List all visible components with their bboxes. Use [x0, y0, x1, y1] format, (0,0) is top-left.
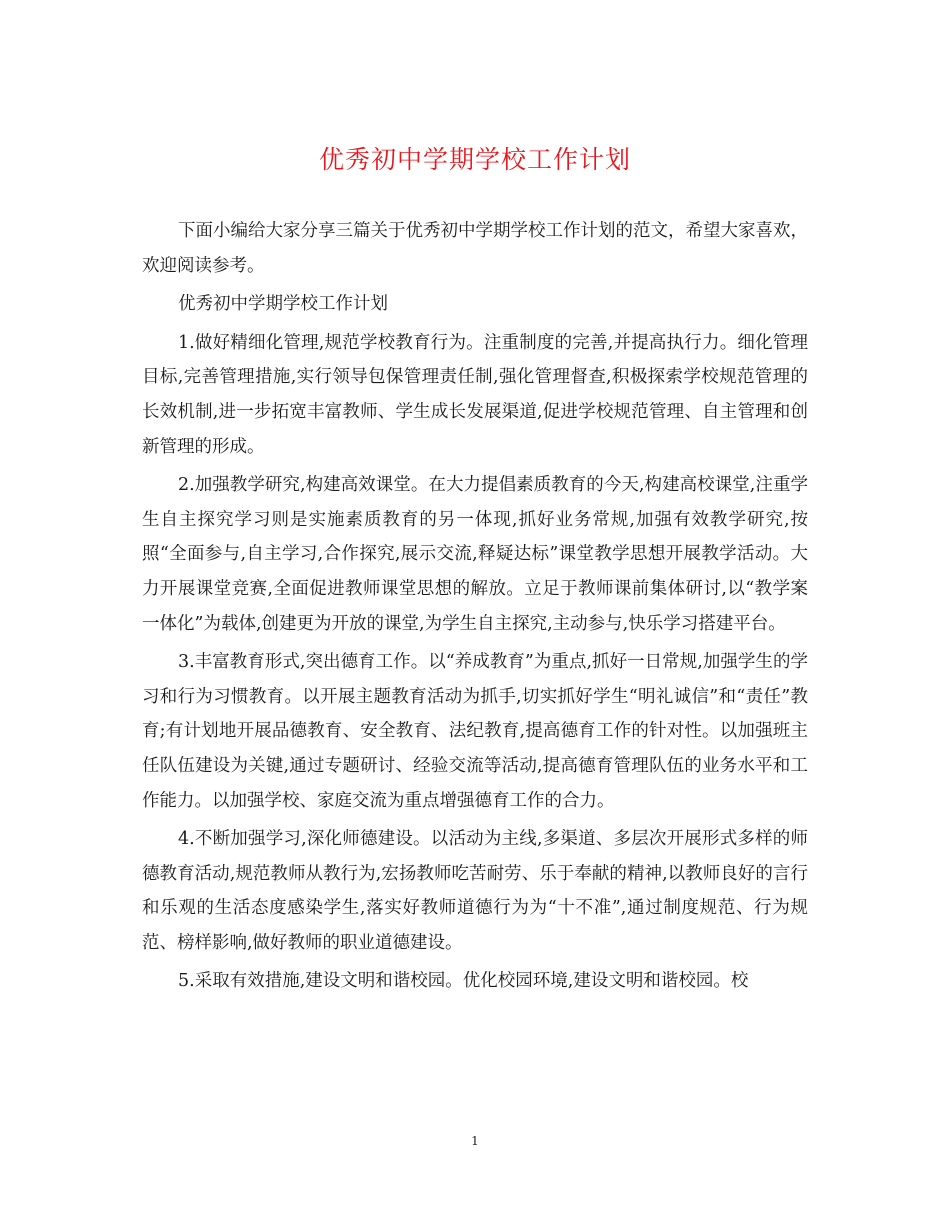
document-body	[142, 214, 808, 1003]
paragraph-item-4: 4.不断加强学习,深化师德建设。以活动为主线,多渠道、多层次开展形式多样的师德教育活动,规范教师从教行为,宏扬教师吃苦耐劳、乐于奉献的精神,以教师良好的言行和乐观的生活态度感染学生,落实好教师道德行为为“十不准”,通过制度规范、行为规范、榜样影响,做好教师的职业道德建设。	[142, 829, 808, 953]
paragraph-item-3: 3.丰富教育形式,突出德育工作。以“养成教育”为重点,抓好一日常规,加强学生的学习和行为习惯教育。以开展主题教育活动为抓手,切实抓好学生“明礼诚信”和“责任”教育;有计划地开展品德教育、安全教育、法纪教育,提高德育工作的针对性。以加强班主任队伍建设为关键,通过专题研讨、经验交流等活动,提高德育管理队伍的业务水平和工作能力。以加强学校、家庭交流为重点增强德育工作的合力。	[142, 652, 808, 811]
paragraph-item-2: 2.加强教学研究,构建高效课堂。在大力提倡素质教育的今天,构建高校课堂,注重学生自主探究学习则是实施素质教育的另一体现,抓好业务常规,加强有效教学研究,按照“全面参与,自主学习,合作探究,展示交流,释疑达标”课堂教学思想开展教学活动。大力开展课堂竞赛,全面促进教师课堂思想的解放。立足于教师课前集体研讨,以“教学案一体化”为载体,创建更为开放的课堂,为学生自主探究,主动参与,快乐学习搭建平台。	[142, 475, 808, 634]
page-number: 1	[471, 1134, 479, 1148]
document-title: 优秀初中学期学校工作计划	[318, 145, 631, 174]
paragraph-item-1: 1.做好精细化管理,规范学校教育行为。注重制度的完善,并提高执行力。细化管理目标,完善管理措施,实行领导包保管理责任制,强化管理督查,积极探索学校规范管理的长效机制,进一步拓宽丰富教师、学生成长发展渠道,促进学校规范管理、自主管理和创新管理的形成。	[142, 332, 808, 457]
intro-paragraph: 下面小编给大家分享三篇关于优秀初中学期学校工作计划的范文，希望大家喜欢，欢迎阅读参考。	[142, 221, 808, 276]
paragraph-item-5: 5.采取有效措施,建设文明和谐校园。优化校园环境,建设文明和谐校园。校	[178, 971, 749, 992]
section-heading: 优秀初中学期学校工作计划	[178, 294, 388, 315]
